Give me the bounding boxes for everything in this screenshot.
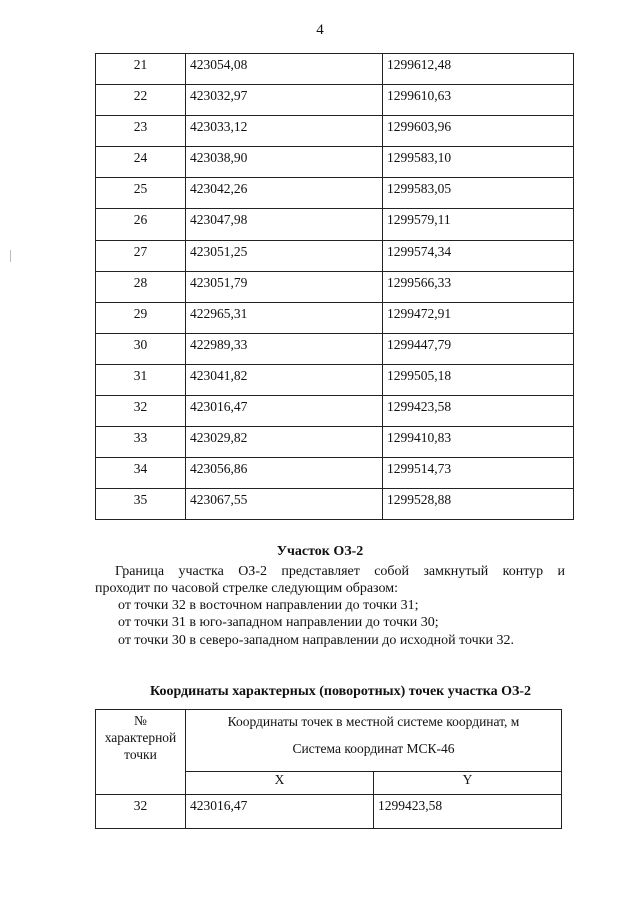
point-x: 423016,47: [186, 396, 383, 427]
point-number: 28: [96, 271, 186, 302]
point-number: 34: [96, 458, 186, 489]
header-x: X: [186, 772, 374, 795]
point-y: 1299612,48: [383, 54, 574, 85]
route-step-3: от точки 30 в северо-западном направлении до исходной точки 32.: [118, 633, 514, 648]
point-y: 1299472,91: [383, 302, 574, 333]
description-line-2: проходит по часовой стрелке следующим образом:: [95, 581, 398, 596]
point-number: 31: [96, 364, 186, 395]
point-y: 1299579,11: [383, 209, 574, 240]
point-x: 423042,26: [186, 178, 383, 209]
header-point-line-1: №: [134, 713, 147, 728]
point-number: 21: [96, 54, 186, 85]
page-number: 4: [316, 22, 324, 38]
points-table: [95, 709, 562, 829]
point-number: 24: [96, 147, 186, 178]
header-coordinate-system: [186, 710, 562, 772]
table-row: [96, 240, 574, 271]
coordinates-table: [95, 53, 574, 520]
table-row: [96, 333, 574, 364]
table-row: [96, 364, 574, 395]
point-number: 32: [96, 795, 186, 829]
route-step-1: от точки 32 в восточном направлении до точки 31;: [118, 598, 419, 613]
point-y: 1299610,63: [383, 85, 574, 116]
point-x: 423032,97: [186, 85, 383, 116]
description-line-1: Граница участка ОЗ-2 представляет собой замкнутый контур и: [115, 564, 565, 579]
point-number: 26: [96, 209, 186, 240]
point-number: 30: [96, 333, 186, 364]
table-row: [96, 147, 574, 178]
header-point-line-3: точки: [124, 747, 157, 762]
header-point-line-2: характерной: [104, 730, 177, 745]
table-row: [96, 489, 574, 520]
point-x: 423029,82: [186, 427, 383, 458]
point-number: 35: [96, 489, 186, 520]
table-row: [96, 396, 574, 427]
point-x: 423054,08: [186, 54, 383, 85]
table-row: [96, 209, 574, 240]
table-row: [96, 271, 574, 302]
point-y: 1299410,83: [383, 427, 574, 458]
header-system-label: Система координат МСК-46: [292, 741, 455, 756]
point-number: 25: [96, 178, 186, 209]
point-x: 423051,25: [186, 240, 383, 271]
margin-mark: [10, 250, 11, 262]
point-number: 23: [96, 116, 186, 147]
header-y: Y: [374, 772, 562, 795]
point-x: 423056,86: [186, 458, 383, 489]
point-y: 1299583,05: [383, 178, 574, 209]
point-x: 423067,55: [186, 489, 383, 520]
point-y: 1299505,18: [383, 364, 574, 395]
point-y: 1299603,96: [383, 116, 574, 147]
point-y: 1299447,79: [383, 333, 574, 364]
point-number: 29: [96, 302, 186, 333]
point-y: 1299574,34: [383, 240, 574, 271]
table-row: [96, 795, 562, 829]
point-x: 423038,90: [186, 147, 383, 178]
table-row: [96, 427, 574, 458]
point-x: 423016,47: [186, 795, 374, 829]
point-y: 1299583,10: [383, 147, 574, 178]
point-number: 22: [96, 85, 186, 116]
table-row: [96, 54, 574, 85]
coordinates-table-body: [96, 54, 574, 520]
point-y: 1299528,88: [383, 489, 574, 520]
table-row: [96, 116, 574, 147]
point-x: 422965,31: [186, 302, 383, 333]
point-x: 423047,98: [186, 209, 383, 240]
point-x: 423041,82: [186, 364, 383, 395]
table-row: [96, 85, 574, 116]
point-y: 1299423,58: [383, 396, 574, 427]
point-x: 423033,12: [186, 116, 383, 147]
table-row: [96, 458, 574, 489]
point-x: 423051,79: [186, 271, 383, 302]
header-coords-label: Координаты точек в местной системе координат, м: [227, 714, 520, 729]
section-title: Участок ОЗ-2: [276, 544, 364, 559]
table-title: Координаты характерных (поворотных) точек участка ОЗ-2: [150, 684, 532, 699]
point-x: 422989,33: [186, 333, 383, 364]
route-step-2: от точки 31 в юго-западном направлении до точки 30;: [118, 615, 439, 630]
point-y: 1299423,58: [374, 795, 562, 829]
table-row: [96, 178, 574, 209]
header-point-number: [96, 710, 186, 795]
table-row: [96, 302, 574, 333]
point-number: 32: [96, 396, 186, 427]
point-number: 27: [96, 240, 186, 271]
point-y: 1299514,73: [383, 458, 574, 489]
point-y: 1299566,33: [383, 271, 574, 302]
point-number: 33: [96, 427, 186, 458]
